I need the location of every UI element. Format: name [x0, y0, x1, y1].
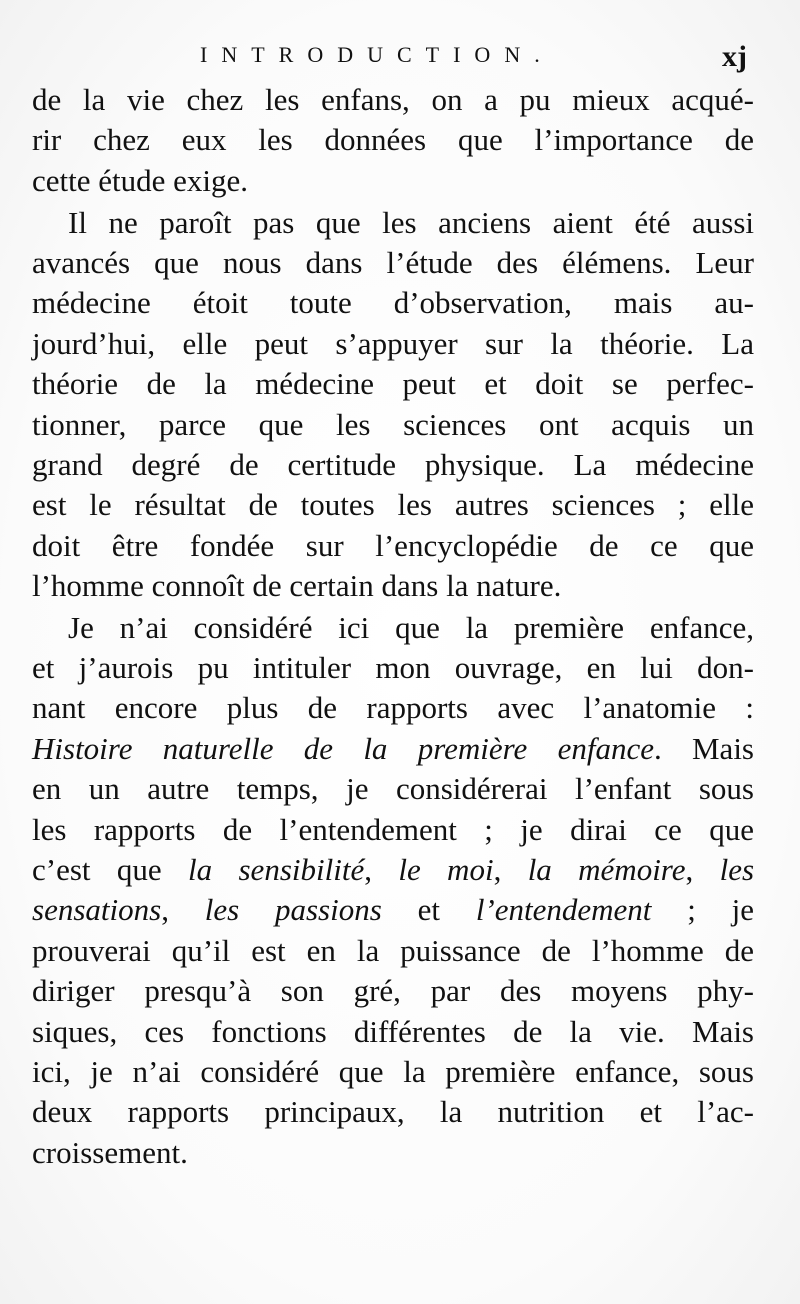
text-line: nant encore plus de rapports avec l’anatomie :: [32, 690, 754, 725]
text-line: et j’aurois pu intituler mon ouvrage, en lui don-: [32, 650, 754, 685]
text-line: [32, 890, 754, 932]
text-line: rir chez eux les données que l’importance de: [32, 122, 754, 157]
paragraph-first-line: Je n’ai considéré ici que la première enfance,: [68, 610, 754, 645]
text-line: en un autre temps, je considérerai l’enfant sous: [32, 771, 754, 806]
text-line: est le résultat de toutes les autres sciences ; elle: [32, 487, 754, 522]
text-line: avancés que nous dans l’étude des élémens. Leur: [32, 245, 754, 280]
running-head: [0, 40, 800, 80]
text-run: ; je: [651, 892, 755, 927]
text-run: et: [381, 892, 476, 927]
text-line: grand degré de certitude physique. La médecine: [32, 447, 754, 482]
text-line: cette étude exige.: [32, 163, 249, 198]
text-line: médecine étoit toute d’observation, mais au-: [32, 285, 754, 320]
text-line: croissement.: [32, 1135, 188, 1170]
italic-term: le moi: [398, 852, 494, 887]
text-run: ,: [364, 852, 399, 887]
text-line: [32, 850, 754, 892]
text-line: tionner, parce que les sciences ont acquis un: [32, 407, 754, 442]
italic-term: les: [719, 852, 755, 887]
text-line: de la vie chez les enfans, on a pu mieux acqué-: [32, 82, 754, 117]
text-line: [32, 729, 754, 771]
italic-term: sensations: [32, 892, 162, 927]
text-run: c’est que: [32, 852, 189, 887]
italic-term: les passions: [204, 892, 382, 927]
text-line: jourd’hui, elle peut s’appuyer sur la théorie. La: [32, 326, 754, 361]
text-line: deux rapports principaux, la nutrition et l’ac-: [32, 1094, 754, 1129]
text-line: siques, ces fonctions différentes de la vie. Mais: [32, 1014, 754, 1049]
text-run: ,: [685, 852, 720, 887]
text-line: prouverai qu’il est en la puissance de l’homme de: [32, 933, 754, 968]
text-line: doit être fondée sur l’encyclopédie de ce que: [32, 528, 754, 563]
italic-term: la mémoire: [527, 852, 686, 887]
text-line: l’homme connoît de certain dans la nature.: [32, 568, 562, 603]
text-line: diriger presqu’à son gré, par des moyens phy-: [32, 973, 754, 1008]
text-line: les rapports de l’entendement ; je dirai ce que: [32, 812, 754, 847]
text-run: ,: [493, 852, 528, 887]
page-number: xj: [722, 40, 747, 73]
italic-title: Histoire naturelle de la première enfance: [32, 731, 654, 766]
text-line: théorie de la médecine peut et doit se perfec-: [32, 366, 754, 401]
italic-term: la sensibilité: [188, 852, 365, 887]
paragraph-first-line: Il ne paroît pas que les anciens aient été aussi: [68, 205, 754, 240]
text-run: ,: [161, 892, 205, 927]
italic-term: l’entendement: [475, 892, 652, 927]
text-run: . Mais: [653, 731, 754, 766]
text-line: ici, je n’ai considéré que la première enfance, sous: [32, 1054, 754, 1089]
running-title: INTRODUCTION.: [200, 42, 554, 67]
